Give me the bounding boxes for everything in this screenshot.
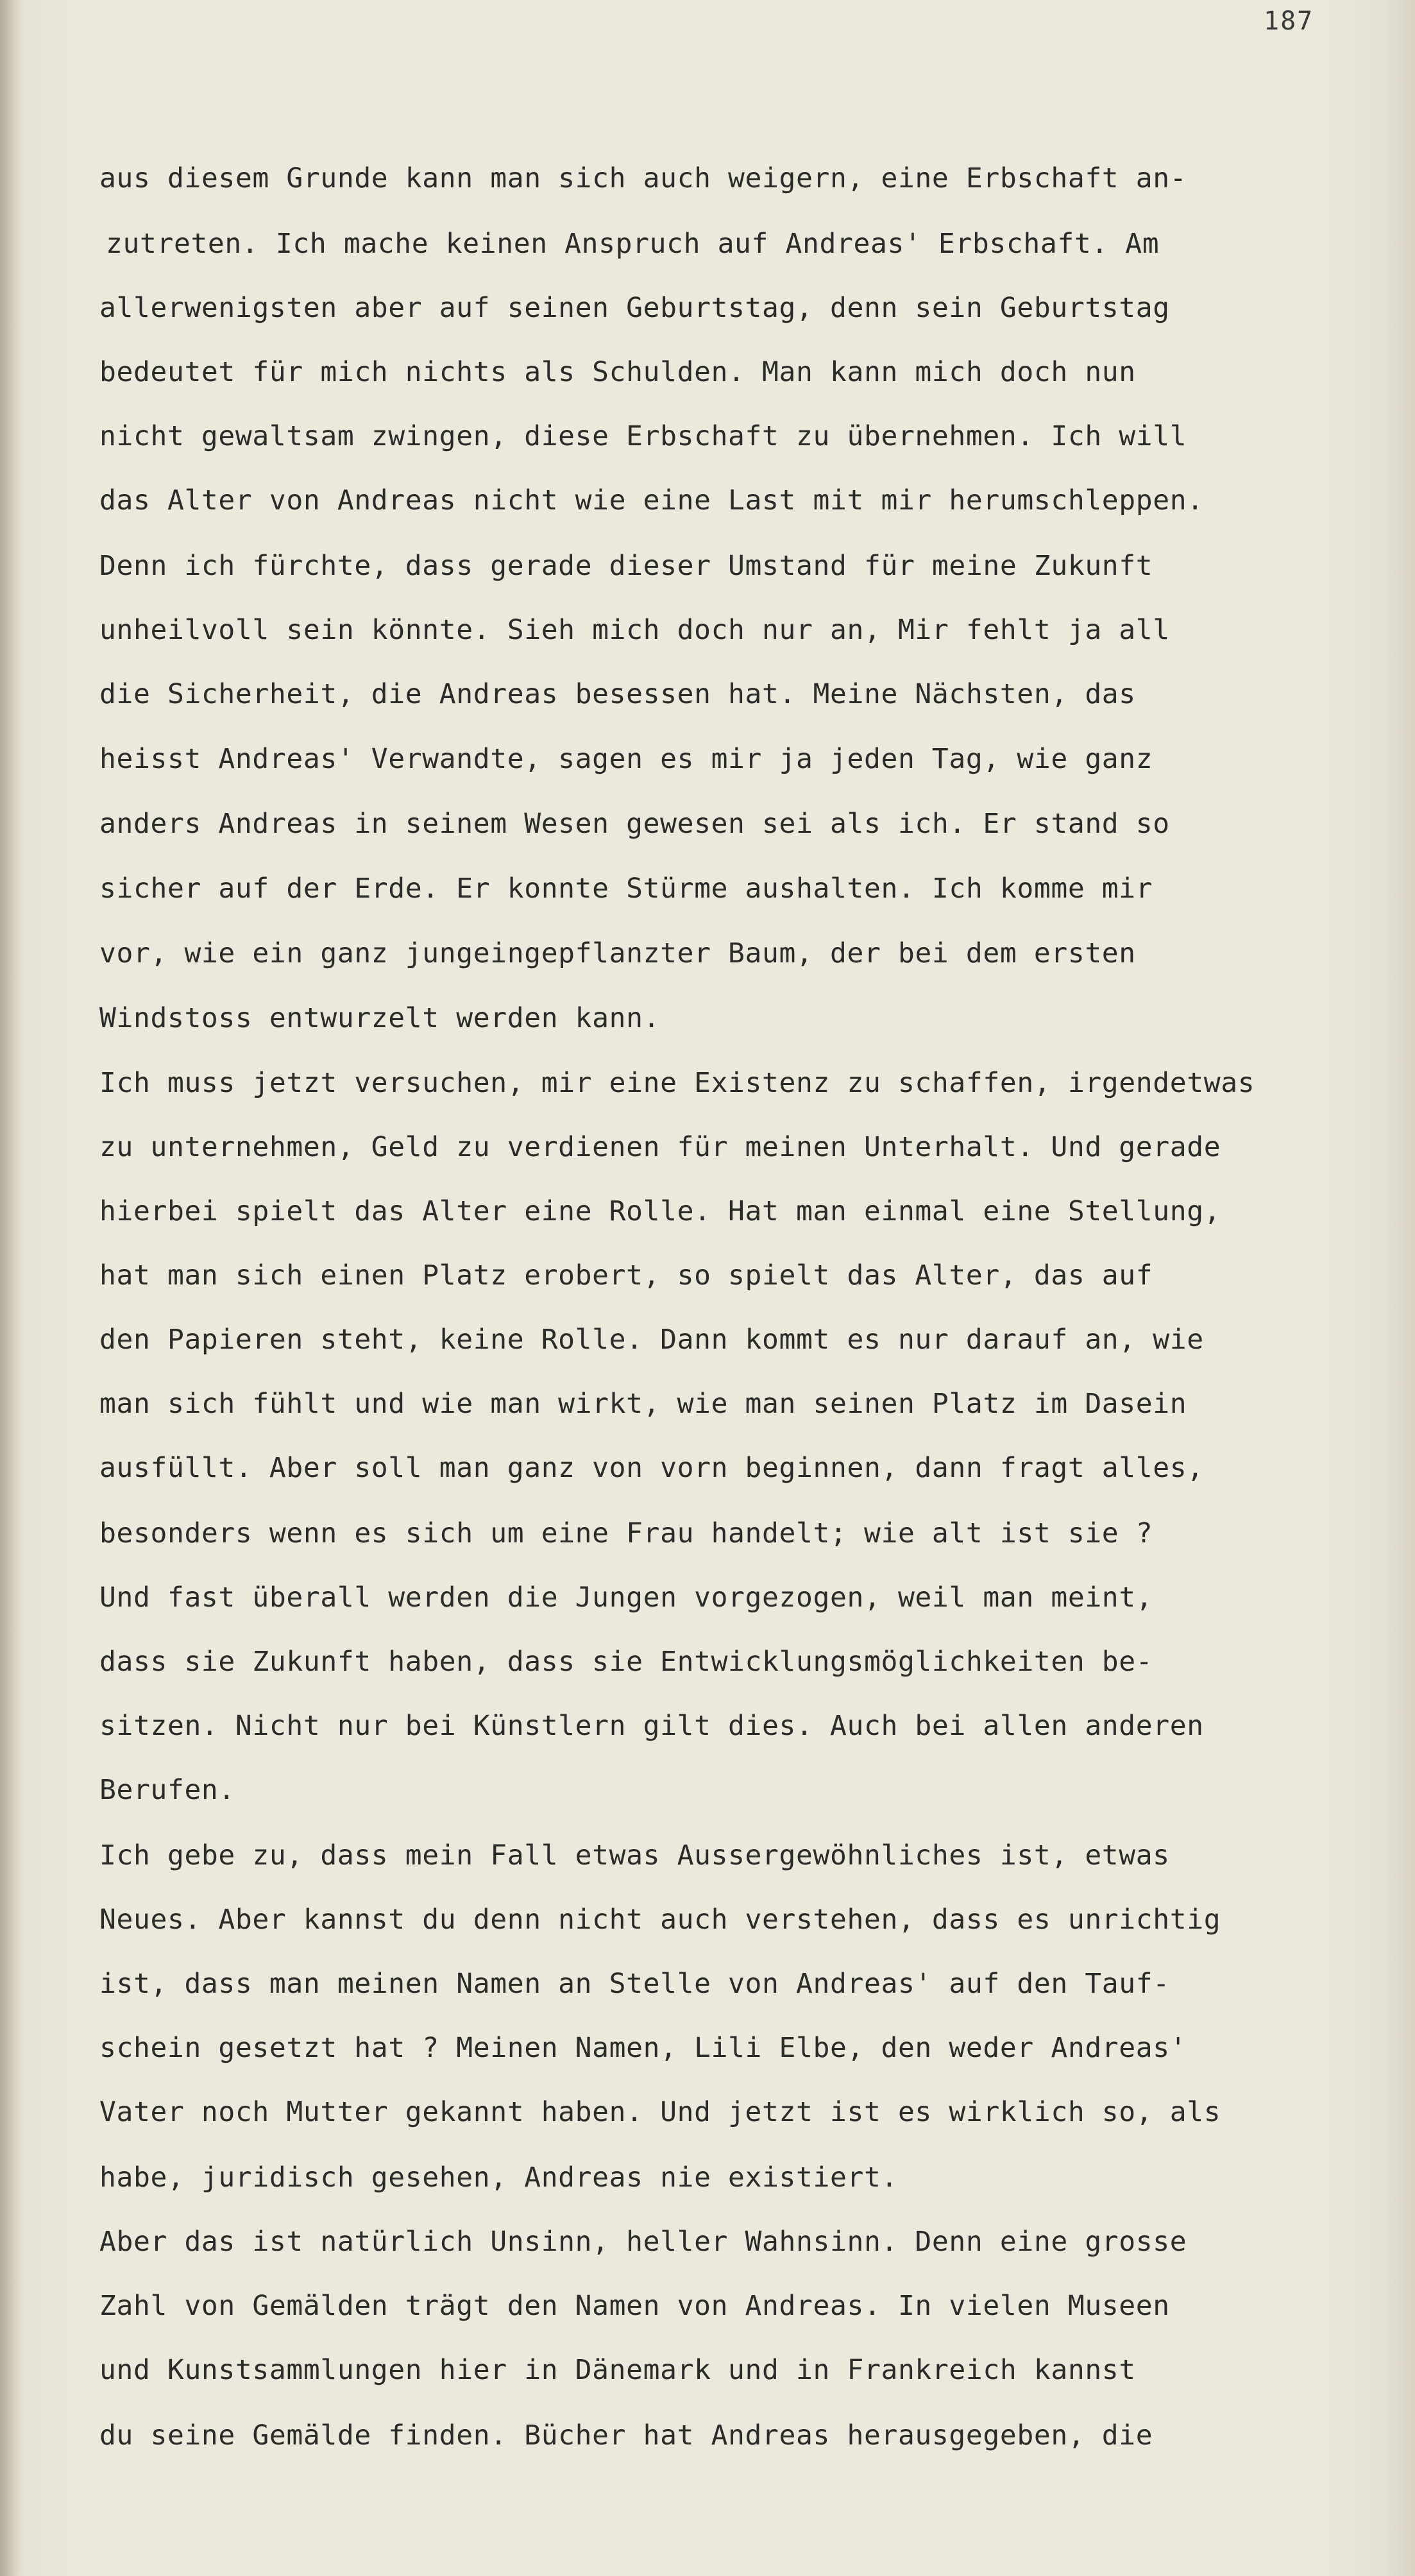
text-line: Vater noch Mutter gekannt haben. Und jetzt ist es wirklich so, als <box>99 2096 1221 2128</box>
text-line: sicher auf der Erde. Er konnte Stürme aushalten. Ich komme mir <box>99 873 1153 905</box>
text-line: schein gesetzt hat ? Meinen Namen, Lili Elbe, den weder Andreas' <box>99 2032 1187 2064</box>
text-line: allerwenigsten aber auf seinen Geburtstag, denn sein Geburtstag <box>99 292 1170 324</box>
text-line: unheilvoll sein könnte. Sieh mich doch nur an, Mir fehlt ja all <box>99 614 1170 646</box>
text-line: Ich gebe zu, dass mein Fall etwas Aussergewöhnliches ist, etwas <box>99 1839 1170 1872</box>
text-line: Aber das ist natürlich Unsinn, heller Wahnsinn. Denn eine grosse <box>99 2226 1187 2258</box>
text-line: hierbei spielt das Alter eine Rolle. Hat man einmal eine Stellung, <box>99 1195 1221 1227</box>
page-edge-shadow <box>0 0 19 2576</box>
text-line: Windstoss entwurzelt werden kann. <box>99 1002 661 1034</box>
text-line: Denn ich fürchte, dass gerade dieser Umstand für meine Zukunft <box>99 550 1153 582</box>
text-line: dass sie Zukunft haben, dass sie Entwicklungsmöglichkeiten be- <box>99 1646 1153 1678</box>
text-line: Berufen. <box>99 1774 235 1806</box>
text-line: den Papieren steht, keine Rolle. Dann kommt es nur darauf an, wie <box>99 1324 1204 1356</box>
text-line: sitzen. Nicht nur bei Künstlern gilt dies. Auch bei allen anderen <box>99 1710 1204 1742</box>
text-line: aus diesem Grunde kann man sich auch weigern, eine Erbschaft an- <box>99 162 1187 194</box>
text-line: die Sicherheit, die Andreas besessen hat. Meine Nächsten, das <box>99 678 1136 710</box>
text-line: hat man sich einen Platz erobert, so spielt das Alter, das auf <box>99 1259 1153 1292</box>
text-line: du seine Gemälde finden. Bücher hat Andreas herausgegeben, die <box>99 2419 1153 2452</box>
text-line: besonders wenn es sich um eine Frau handelt; wie alt ist sie ? <box>99 1517 1153 1549</box>
text-line: Neues. Aber kannst du denn nicht auch verstehen, dass es unrichtig <box>99 1904 1221 1936</box>
text-line: Und fast überall werden die Jungen vorgezogen, weil man meint, <box>99 1582 1153 1614</box>
text-line: zu unternehmen, Geld zu verdienen für meinen Unterhalt. Und gerade <box>99 1131 1221 1163</box>
text-line: anders Andreas in seinem Wesen gewesen sei als ich. Er stand so <box>99 808 1170 840</box>
text-line: Zahl von Gemälden trägt den Namen von Andreas. In vielen Museen <box>99 2290 1170 2322</box>
text-line: man sich fühlt und wie man wirkt, wie man seinen Platz im Dasein <box>99 1388 1187 1420</box>
text-line: heisst Andreas' Verwandte, sagen es mir ja jeden Tag, wie ganz <box>99 743 1153 775</box>
text-line: nicht gewaltsam zwingen, diese Erbschaft zu übernehmen. Ich will <box>99 420 1187 452</box>
text-line: das Alter von Andreas nicht wie eine Last mit mir herumschleppen. <box>99 484 1204 516</box>
text-line: Ich muss jetzt versuchen, mir eine Existenz zu schaffen, irgendetwas <box>99 1067 1255 1099</box>
text-line: ausfüllt. Aber soll man ganz von vorn beginnen, dann fragt alles, <box>99 1452 1204 1484</box>
text-line: zutreten. Ich mache keinen Anspruch auf Andreas' Erbschaft. Am <box>106 228 1160 260</box>
text-line: bedeutet für mich nichts als Schulden. Man kann mich doch nun <box>99 356 1136 388</box>
text-line: vor, wie ein ganz jungeingepflanzter Baum, der bei dem ersten <box>99 937 1136 969</box>
page-number: 187 <box>1264 6 1314 36</box>
text-line: und Kunstsammlungen hier in Dänemark und in Frankreich kannst <box>99 2354 1136 2386</box>
text-line: habe, juridisch gesehen, Andreas nie existiert. <box>99 2162 898 2194</box>
text-line: ist, dass man meinen Namen an Stelle von Andreas' auf den Tauf- <box>99 1968 1170 2000</box>
